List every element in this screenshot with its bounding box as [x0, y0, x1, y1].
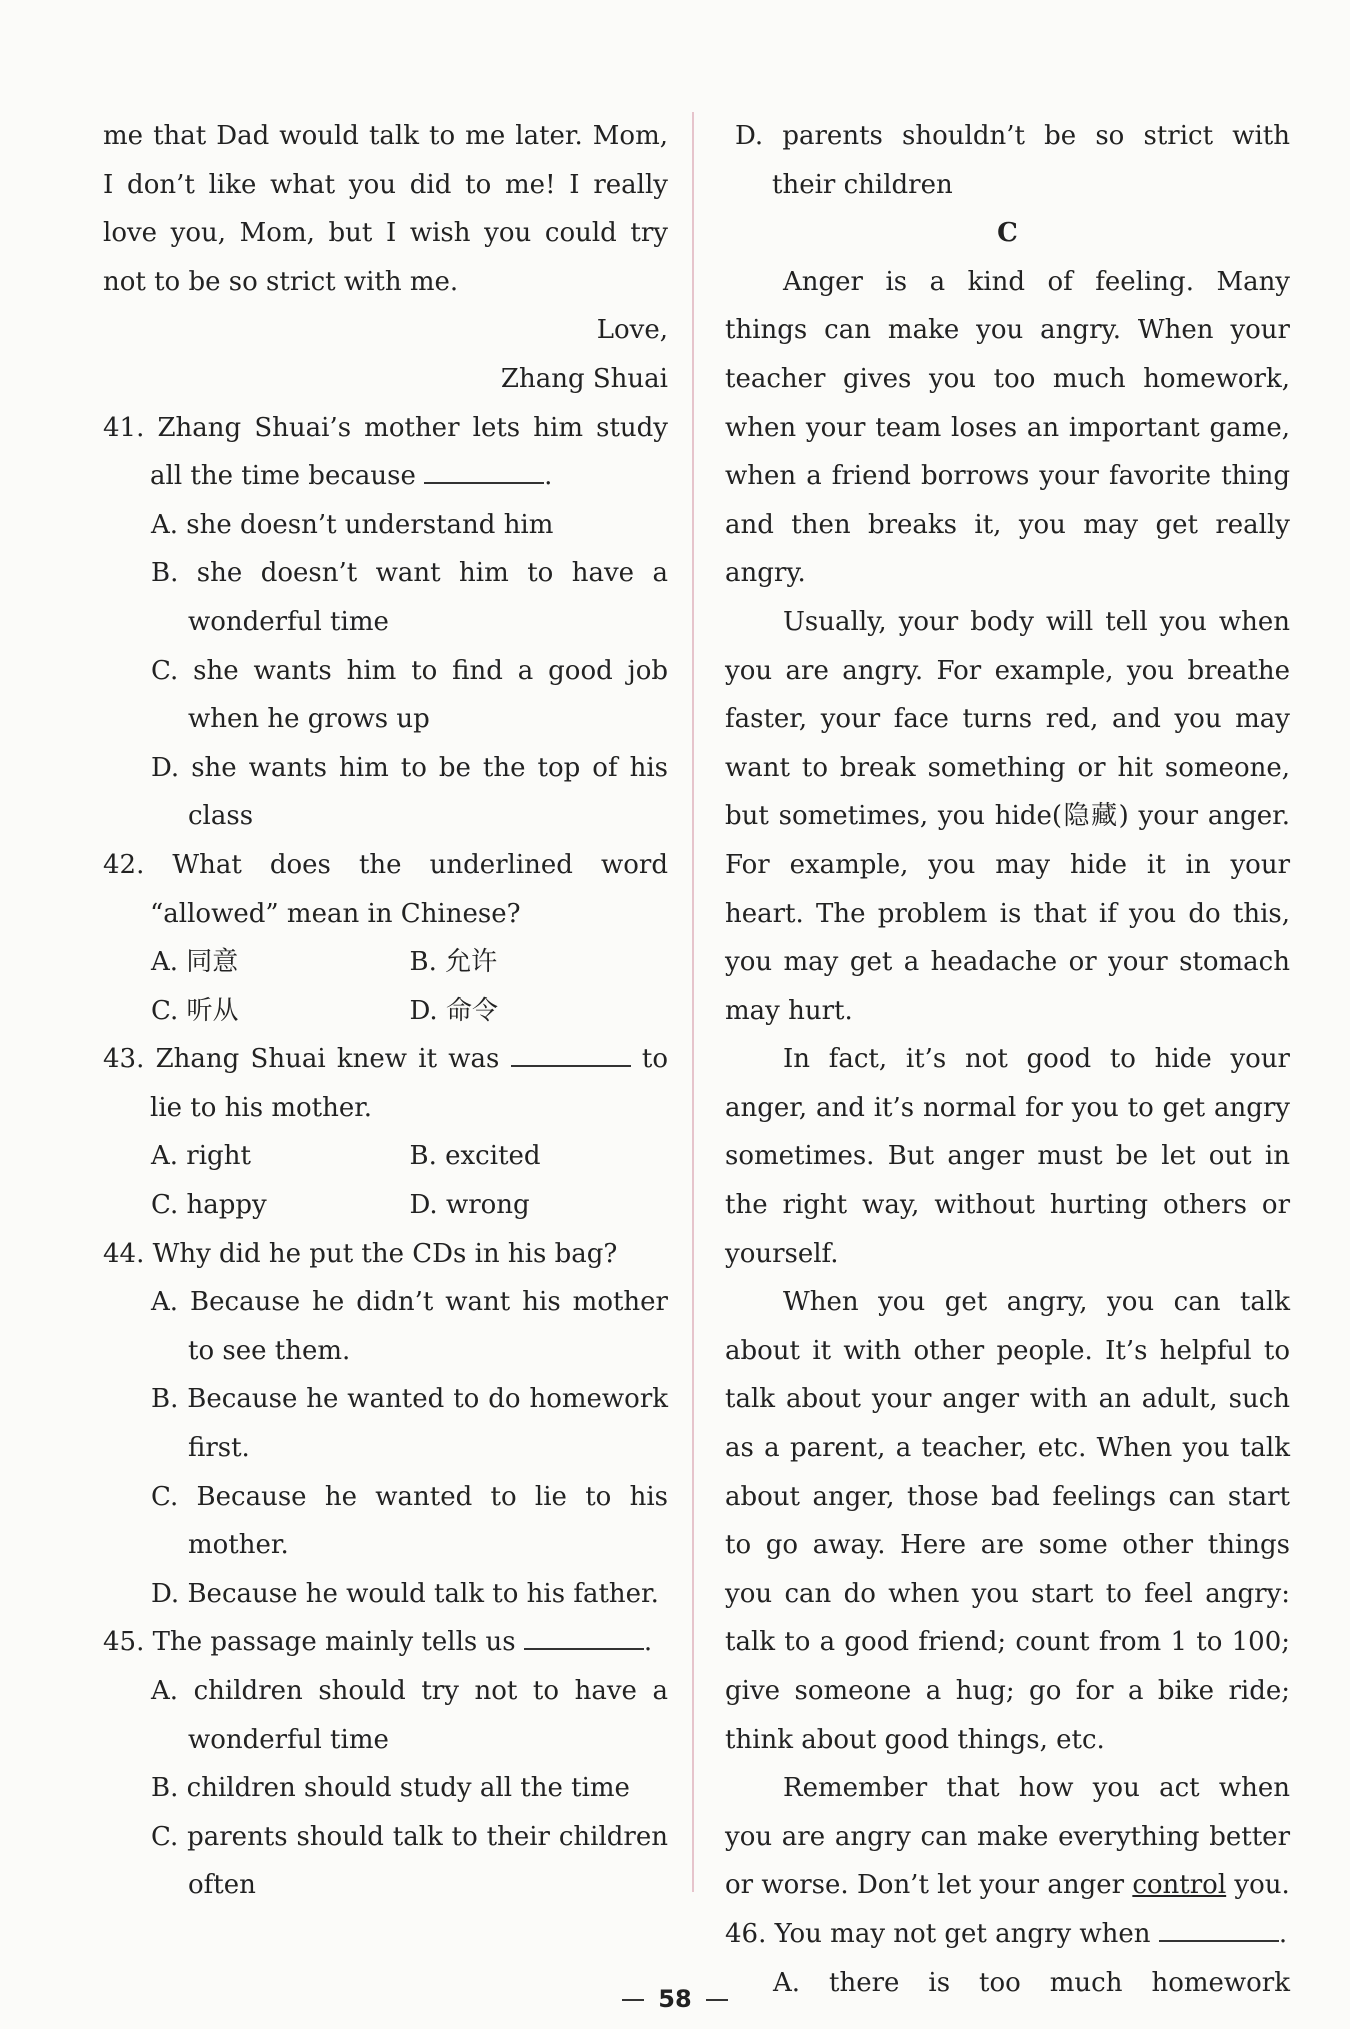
option-a: A. children should try not to have a wonderful time [151, 1676, 668, 1755]
stem-text: 42. What does the underlined word [103, 849, 668, 880]
right-column [725, 112, 1290, 2007]
stem-end: . [544, 461, 553, 492]
underlined-word: control [1132, 1870, 1227, 1901]
page-number: 58 [658, 1985, 692, 2013]
stem-text: 46. You may not get angry when [725, 1918, 1151, 1949]
answer-blank [524, 1620, 644, 1650]
stem-end: to lie to his mother. [150, 1044, 669, 1123]
option-d: D. 命令 [409, 995, 498, 1026]
option-d: D. she wants him to be the top of his class [151, 752, 668, 832]
option-row [103, 938, 668, 987]
option-a: A. Because he didn’t want his mother to see them. [151, 1287, 668, 1366]
question-44 [103, 1230, 668, 1619]
option-a: A. there is too much homework [773, 1967, 1290, 1998]
paragraph: Usually, your body will tell you when you are angry. For example, you breathe faster, your face turns red, and you may want to break something or hit someone, but sometimes, you hide(隐藏) your anger. For example, you may hide it in your heart. The problem is that if you do this, you may get a headache or your stomach may hurt. [725, 606, 1290, 1026]
question-42-stem [103, 841, 668, 890]
option-row [103, 1132, 668, 1181]
option-row [103, 1181, 668, 1230]
option-b: B. excited [409, 1141, 541, 1172]
page-footer [0, 1985, 1350, 2013]
letter-signature: Zhang Shuai [500, 363, 668, 394]
paragraph: When you get angry, you can talk about it with other people. It’s helpful to talk about your anger with an adult, such as a parent, a teacher, etc. When you talk about anger, those bad feelings can start to go away. Here are some other things you can do when you start to feel angry: talk to a good friend; count from 1 to 100; give someone a hug; go for a bike ride; think about good things, etc. [725, 1287, 1290, 1755]
question-41 [103, 404, 668, 841]
question-43-stem [103, 1035, 668, 1132]
option-d: D. wrong [409, 1190, 530, 1221]
option-c: C. 听从 [151, 995, 239, 1026]
question-42-stem-2: “allowed” mean in Chinese? [150, 898, 521, 929]
paragraph: Anger is a kind of feeling. Many things can make you angry. When your teacher gives you too much homework, when your team loses an important game, when a friend borrows your favorite thing and then breaks it, you may get really angry. [725, 266, 1290, 589]
paragraph-end: you. [1234, 1870, 1290, 1901]
question-44-stem: 44. Why did he put the CDs in his bag? [103, 1238, 618, 1269]
paragraph-text: Remember that how you act when you are angry can make everything better or worse. Don’t let your anger [725, 1773, 1290, 1901]
letter-ending: me that Dad would talk to me later. Mom, I don’t like what you did to me! I really love you, Mom, but I wish you could try not to be so strict with me. [103, 121, 668, 297]
question-42 [103, 841, 668, 1035]
option-b: B. children should study all the time [151, 1773, 630, 1804]
letter-closing: Love, [596, 315, 668, 346]
option-a: A. right [151, 1141, 251, 1172]
answer-blank [511, 1037, 631, 1067]
question-41-stem [103, 404, 668, 501]
section-heading: C [997, 218, 1018, 249]
answer-blank [1159, 1912, 1279, 1942]
paragraph: In fact, it’s not good to hide your anger, and it’s normal for you to get angry sometimes. But anger must be let out in the right way, without hurting others or yourself. [725, 1044, 1290, 1269]
stem-end: . [1278, 1918, 1288, 1949]
footer-dash-right [706, 1999, 728, 2001]
option-b: B. Because he wanted to do homework first. [151, 1384, 668, 1464]
option-a: A. 同意 [151, 947, 239, 978]
option-d: D. parents shouldn’t be so strict with their children [735, 121, 1290, 200]
stem-text: 41. Zhang Shuai’s mother lets him study all the time because [103, 412, 668, 492]
option-d: D. Because he would talk to his father. [151, 1578, 659, 1609]
option-c: C. happy [151, 1190, 267, 1221]
left-column [103, 112, 668, 1910]
question-43 [103, 1035, 668, 1229]
option-c: C. Because he wanted to lie to his mother. [151, 1481, 668, 1561]
answer-blank [424, 454, 544, 484]
option-a: A. she doesn’t understand him [151, 509, 554, 540]
option-b: B. 允许 [409, 947, 498, 978]
option-row [103, 987, 668, 1036]
stem-text: 45. The passage mainly tells us [103, 1627, 516, 1658]
column-divider [692, 112, 694, 1892]
question-45 [103, 1618, 668, 1910]
footer-dash-left [622, 1999, 644, 2001]
option-c: C. she wants him to find a good job when he grows up [151, 655, 668, 735]
option-c: C. parents should talk to their children often [151, 1821, 668, 1901]
question-46-stem [725, 1910, 1290, 1959]
paragraph [725, 1764, 1290, 1910]
stem-text: 43. Zhang Shuai knew it was [103, 1044, 500, 1075]
option-b: B. she doesn’t want him to have a wonderful time [151, 558, 668, 637]
stem-end: . [643, 1627, 653, 1658]
question-45-stem [103, 1618, 668, 1667]
